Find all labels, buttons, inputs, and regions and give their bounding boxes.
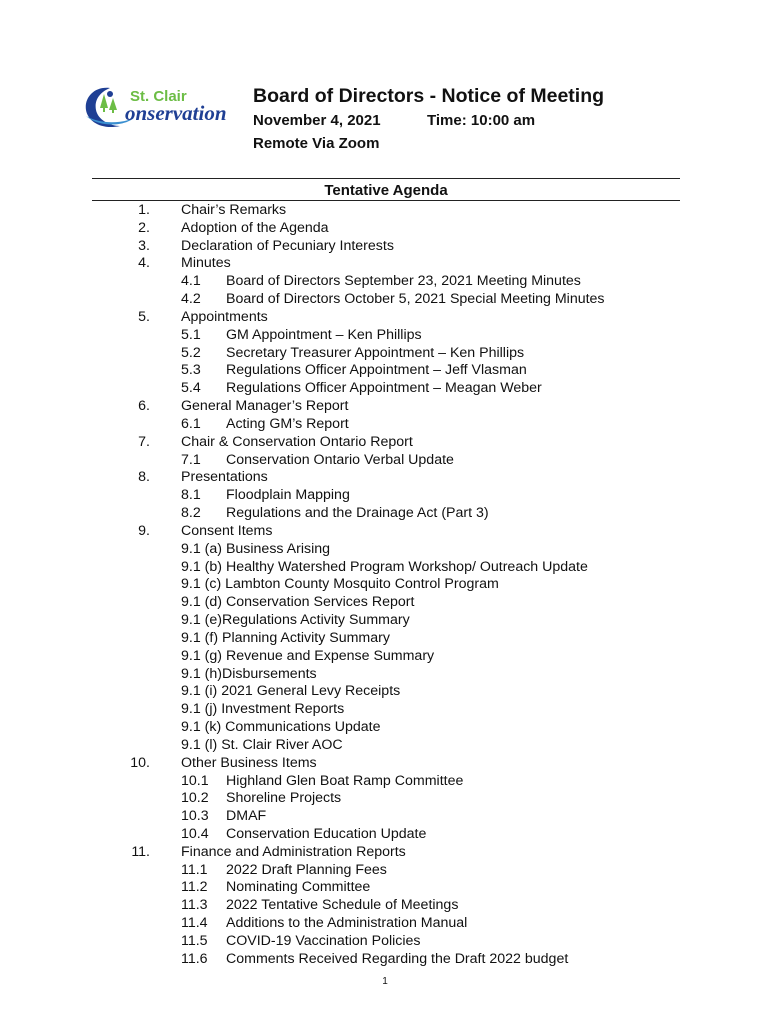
consent-item-text: 9.1 (i) 2021 General Levy Receipts: [181, 683, 401, 700]
consent-item-text: 9.1 (g) Revenue and Expense Summary: [181, 647, 435, 664]
agenda-subitem: [0, 790, 770, 808]
agenda-list: [0, 202, 770, 969]
agenda-item-number: 7.: [138, 433, 150, 450]
heading-divider: [92, 200, 680, 201]
consent-item: [0, 541, 770, 559]
agenda-subitem-number: 10.3: [181, 808, 209, 825]
agenda-item-number: 11.: [131, 843, 150, 860]
agenda-item-title: Consent Items: [181, 522, 273, 539]
agenda-subitem: [0, 773, 770, 791]
agenda-subitem-number: 8.2: [181, 505, 201, 522]
agenda-subitem: [0, 897, 770, 915]
agenda-subitem-number: 10.4: [181, 825, 209, 842]
agenda-subitem-text: Comments Received Regarding the Draft 2022 budget: [226, 950, 569, 967]
agenda-subitem-number: 5.4: [181, 380, 201, 397]
agenda-subitem-text: Acting GM’s Report: [226, 415, 349, 432]
consent-item: [0, 630, 770, 648]
agenda-item-number: 8.: [138, 469, 150, 486]
agenda-subitem: [0, 505, 770, 523]
agenda-subitem: [0, 487, 770, 505]
agenda-subitem-number: 5.2: [181, 344, 201, 361]
agenda-item: [0, 202, 770, 220]
agenda-item-number: 6.: [138, 398, 150, 415]
agenda-item: [0, 844, 770, 862]
logo-line1: St. Clair: [130, 88, 187, 105]
agenda-item: [0, 523, 770, 541]
agenda-subitem-text: Shoreline Projects: [226, 790, 342, 807]
consent-item-text: 9.1 (k) Communications Update: [181, 719, 381, 736]
meeting-time: Time: 10:00 am: [427, 112, 536, 129]
consent-item-text: 9.1 (c) Lambton County Mosquito Control Program: [181, 576, 499, 593]
agenda-subitem-text: Highland Glen Boat Ramp Committee: [226, 772, 464, 789]
agenda-subitem-text: 2022 Draft Planning Fees: [226, 861, 387, 878]
agenda-item: [0, 309, 770, 327]
consent-item: [0, 612, 770, 630]
agenda-subitem-number: 11.2: [181, 879, 208, 896]
agenda-item: [0, 255, 770, 273]
agenda-subitem-text: Regulations Officer Appointment – Jeff Vlasman: [226, 362, 527, 379]
consent-item-text: 9.1 (d) Conservation Services Report: [181, 594, 415, 611]
agenda-item-title: Chair’s Remarks: [181, 202, 287, 218]
agenda-subitem-number: 4.2: [181, 291, 201, 308]
agenda-subitem-number: 8.1: [181, 487, 201, 504]
agenda-item: [0, 434, 770, 452]
consent-item-text: 9.1 (b) Healthy Watershed Program Workshop/ Outreach Update: [181, 558, 588, 575]
agenda-subitem-text: COVID-19 Vaccination Policies: [226, 932, 421, 949]
page-number: 1: [382, 976, 388, 987]
meeting-location: Remote Via Zoom: [253, 135, 380, 152]
consent-item-text: 9.1 (f) Planning Activity Summary: [181, 629, 390, 646]
agenda-subitem: [0, 862, 770, 880]
agenda-item-title: Other Business Items: [181, 754, 317, 771]
consent-item: [0, 683, 770, 701]
agenda-item: [0, 398, 770, 416]
agenda-subitem: [0, 915, 770, 933]
agenda-item-title: Finance and Administration Reports: [181, 843, 406, 860]
consent-item-text: 9.1 (e)Regulations Activity Summary: [181, 612, 410, 629]
agenda-item-title: Chair & Conservation Ontario Report: [181, 433, 413, 450]
agenda-subitem-text: Conservation Education Update: [226, 825, 427, 842]
meeting-date: November 4, 2021: [253, 112, 381, 129]
consent-item: [0, 719, 770, 737]
agenda-subitem-number: 11.1: [181, 861, 208, 878]
agenda-item: [0, 238, 770, 256]
agenda-item-title: Presentations: [181, 469, 268, 486]
consent-item: [0, 559, 770, 577]
consent-item: [0, 576, 770, 594]
agenda-subitem-text: 2022 Tentative Schedule of Meetings: [226, 897, 459, 914]
document-title: Board of Directors - Notice of Meeting: [253, 85, 605, 107]
agenda-subitem-text: GM Appointment – Ken Phillips: [226, 326, 422, 343]
agenda-item-title: Appointments: [181, 308, 268, 325]
agenda-subitem: [0, 933, 770, 951]
agenda-subitem: [0, 416, 770, 434]
agenda-subitem: [0, 273, 770, 291]
logo-line2: onservation: [125, 101, 227, 125]
consent-item-text: 9.1 (h)Disbursements: [181, 665, 317, 682]
agenda-item-title: Adoption of the Agenda: [181, 219, 329, 236]
agenda-subitem-number: 5.1: [181, 326, 201, 343]
consent-item: [0, 594, 770, 612]
agenda-item: [0, 469, 770, 487]
agenda-subitem-number: 4.1: [181, 273, 201, 290]
agenda-subitem-text: Board of Directors September 23, 2021 Meeting Minutes: [226, 273, 581, 290]
consent-item: [0, 737, 770, 755]
agenda-item-number: 5.: [138, 308, 150, 325]
agenda-subitem: [0, 826, 770, 844]
consent-item: [0, 648, 770, 666]
agenda-subitem-text: Board of Directors October 5, 2021 Special Meeting Minutes: [226, 291, 605, 308]
agenda-subitem-text: Floodplain Mapping: [226, 487, 350, 504]
consent-item-text: 9.1 (a) Business Arising: [181, 540, 331, 557]
agenda-item: [0, 755, 770, 773]
agenda-subitem: [0, 452, 770, 470]
st-clair-conservation-logo: [80, 80, 236, 132]
agenda-item-number: 1.: [138, 202, 150, 218]
agenda-item-number: 9.: [138, 522, 150, 539]
agenda-subitem: [0, 951, 770, 969]
agenda-item-number: 4.: [138, 255, 150, 272]
agenda-subitem-number: 7.1: [181, 451, 201, 468]
agenda-subitem-number: 11.6: [181, 950, 208, 967]
agenda-subitem-text: Secretary Treasurer Appointment – Ken Phillips: [226, 344, 525, 361]
agenda-subitem-text: Regulations Officer Appointment – Meagan Weber: [226, 380, 542, 397]
agenda-subitem-number: 10.2: [181, 790, 209, 807]
agenda-heading: Tentative Agenda: [324, 182, 448, 199]
agenda-item-title: Minutes: [181, 255, 231, 272]
agenda-subitem: [0, 808, 770, 826]
agenda-item: [0, 220, 770, 238]
agenda-subitem: [0, 380, 770, 398]
agenda-subitem-number: 10.1: [181, 772, 209, 789]
consent-item: [0, 666, 770, 684]
agenda-subitem-number: 6.1: [181, 415, 201, 432]
top-divider: [92, 178, 680, 179]
agenda-subitem-text: Additions to the Administration Manual: [226, 915, 468, 932]
agenda-subitem-number: 11.5: [181, 932, 208, 949]
agenda-subitem: [0, 879, 770, 897]
agenda-subitem-number: 5.3: [181, 362, 201, 379]
consent-item-text: 9.1 (j) Investment Reports: [181, 701, 345, 718]
agenda-subitem: [0, 345, 770, 363]
agenda-item-title: General Manager’s Report: [181, 398, 349, 415]
agenda-subitem-number: 11.3: [181, 897, 208, 914]
consent-item: [0, 701, 770, 719]
agenda-item-number: 2.: [138, 219, 150, 236]
agenda-subitem-number: 11.4: [181, 915, 208, 932]
agenda-item-number: 3.: [138, 237, 150, 254]
agenda-subitem: [0, 327, 770, 345]
agenda-item-title: Declaration of Pecuniary Interests: [181, 237, 394, 254]
meeting-header: [253, 84, 604, 154]
agenda-subitem: [0, 362, 770, 380]
agenda-subitem-text: Conservation Ontario Verbal Update: [226, 451, 454, 468]
agenda-subitem-text: Nominating Committee: [226, 879, 371, 896]
consent-item-text: 9.1 (l) St. Clair River AOC: [181, 736, 343, 753]
agenda-subitem-text: Regulations and the Drainage Act (Part 3): [226, 505, 489, 522]
agenda-subitem: [0, 291, 770, 309]
agenda-subitem-text: DMAF: [226, 808, 267, 825]
agenda-item-number: 10.: [130, 754, 150, 771]
